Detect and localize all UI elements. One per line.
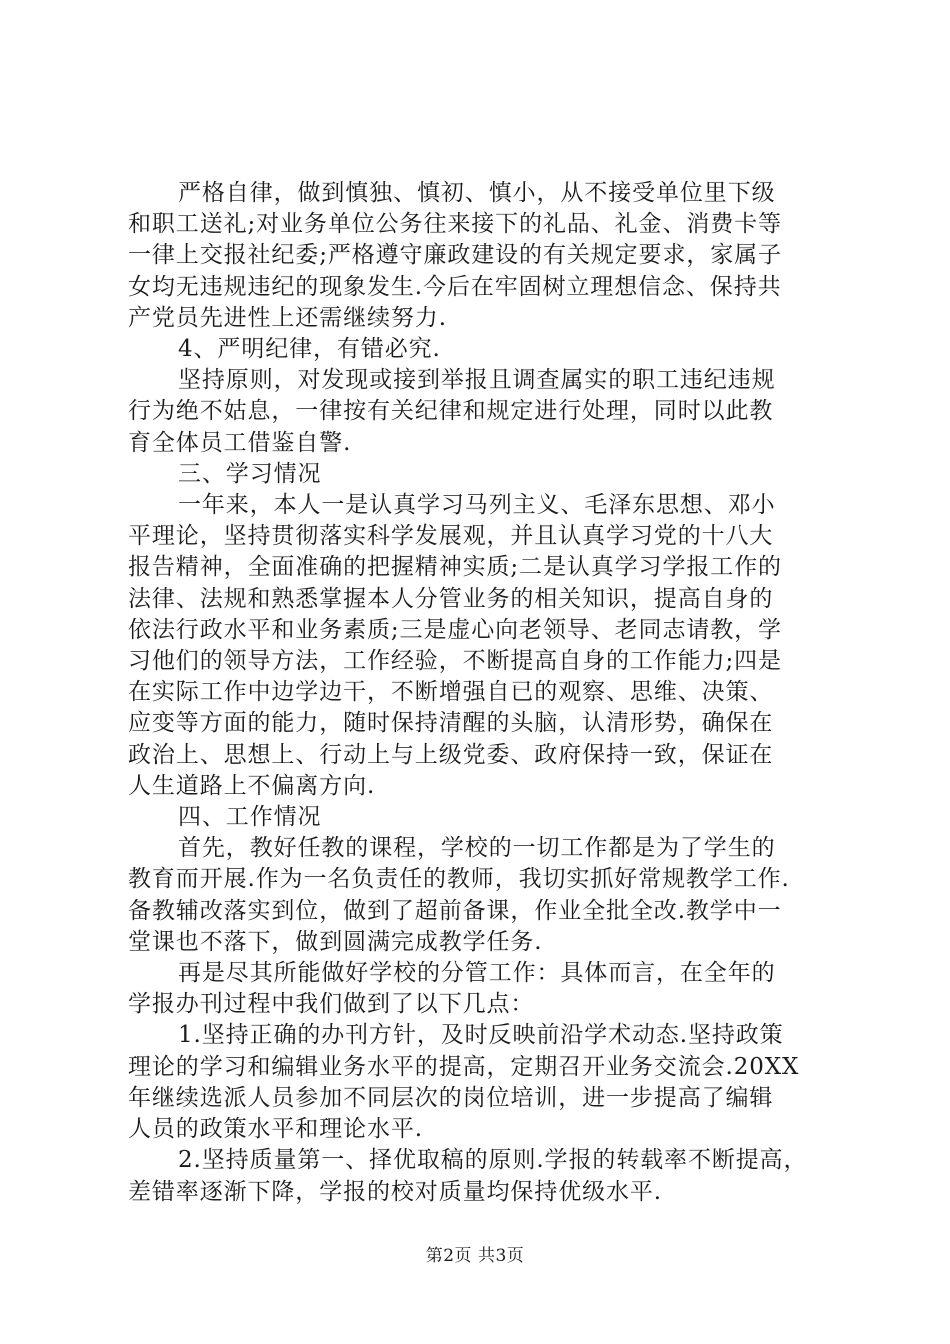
paragraph-first-line: 严格自律，做到慎独、慎初、慎小，从不接受单位里下级 — [178, 180, 776, 206]
paragraph-first-line: 2.坚持质量第一、择优取稿的原则.学报的转载率不断提高， — [178, 1147, 808, 1174]
paragraph-line: 差错率逐渐下降，学报的校对质量均保持优级水平. — [128, 1178, 663, 1205]
paragraph-first-line: 坚持原则，对发现或接到举报且调查属实的职工违纪违规 — [178, 367, 776, 394]
paragraph-line: 政治上、思想上、行动上与上级党委、政府保持一致，保证在 — [128, 741, 774, 768]
paragraph-line: 一律上交报社纪委;严格遵守廉政建设的有关规定要求，家属子 — [128, 242, 782, 269]
paragraph-line: 教育而开展.作为一名负责任的教师，我切实抓好常规教学工作. — [128, 866, 790, 893]
paragraph-line: 依法行政水平和业务素质;三是虚心向老领导、老同志请教，学 — [128, 616, 782, 643]
document-body — [128, 178, 840, 1208]
paragraph-line: 和职工送礼;对业务单位公务往来接下的礼品、礼金、消费卡等 — [128, 211, 782, 238]
paragraph-line: 育全体员工借鉴自警. — [128, 429, 352, 456]
paragraph-line: 报告精神，全面准确的把握精神实质;二是认真学习学报工作的 — [128, 554, 782, 581]
paragraph-line: 应变等方面的能力，随时保持清醒的头脑，认清形势，确保在 — [128, 710, 774, 737]
paragraph-line: 产党员先进性上还需继续努力. — [128, 304, 447, 331]
paragraph-line: 堂课也不落下，做到圆满完成教学任务. — [128, 928, 543, 955]
paragraph-first-line: 一年来，本人一是认真学习马列主义、毛泽东思想、邓小 — [178, 492, 776, 519]
paragraph-line: 平理论，坚持贯彻落实科学发展观，并且认真学习党的十八大 — [128, 523, 774, 550]
paragraph-line: 学报办刊过程中我们做到了以下几点： — [128, 991, 535, 1018]
paragraph-first-line: 4、严明纪律，有错必究. — [178, 336, 441, 363]
paragraph-line: 女均无违规违纪的现象发生.今后在牢固树立理想信念、保持共 — [128, 273, 782, 300]
paragraph-first-line: 1.坚持正确的办刊方针，及时反映前沿学术动态.坚持政策 — [178, 1022, 784, 1049]
paragraph-line: 在实际工作中边学边干，不断增强自已的观察、思维、决策、 — [128, 679, 774, 706]
paragraph-line: 人员的政策水平和理论水平. — [128, 1116, 424, 1143]
paragraph-line: 法律、法规和熟悉掌握本人分管业务的相关知识，提高自身的 — [128, 585, 774, 612]
paragraph-first-line: 首先，教好任教的课程，学校的一切工作都是为了学生的 — [178, 835, 776, 862]
paragraph-line: 行为绝不姑息，一律按有关纪律和规定进行处理，同时以此教 — [128, 398, 774, 425]
paragraph-first-line: 三、学习情况 — [178, 460, 322, 487]
paragraph-line: 理论的学习和编辑业务水平的提高，定期召开业务交流会.20XX — [128, 1053, 800, 1080]
paragraph-line: 人生道路上不偏离方向. — [128, 772, 376, 799]
paragraph-first-line: 四、工作情况 — [178, 804, 322, 831]
paragraph-first-line: 再是尽其所能做好学校的分管工作：具体而言，在全年的 — [178, 960, 776, 987]
page-footer: 第2页 共3页 — [425, 1246, 525, 1266]
paragraph-line: 习他们的领导方法，工作经验，不断提高自身的工作能力;四是 — [128, 648, 782, 675]
paragraph-line: 年继续选派人员参加不同层次的岗位培训，进一步提高了编辑 — [128, 1084, 774, 1111]
paragraph-line: 备教辅改落实到位，做到了超前备课，作业全批全改.教学中一 — [128, 897, 782, 924]
